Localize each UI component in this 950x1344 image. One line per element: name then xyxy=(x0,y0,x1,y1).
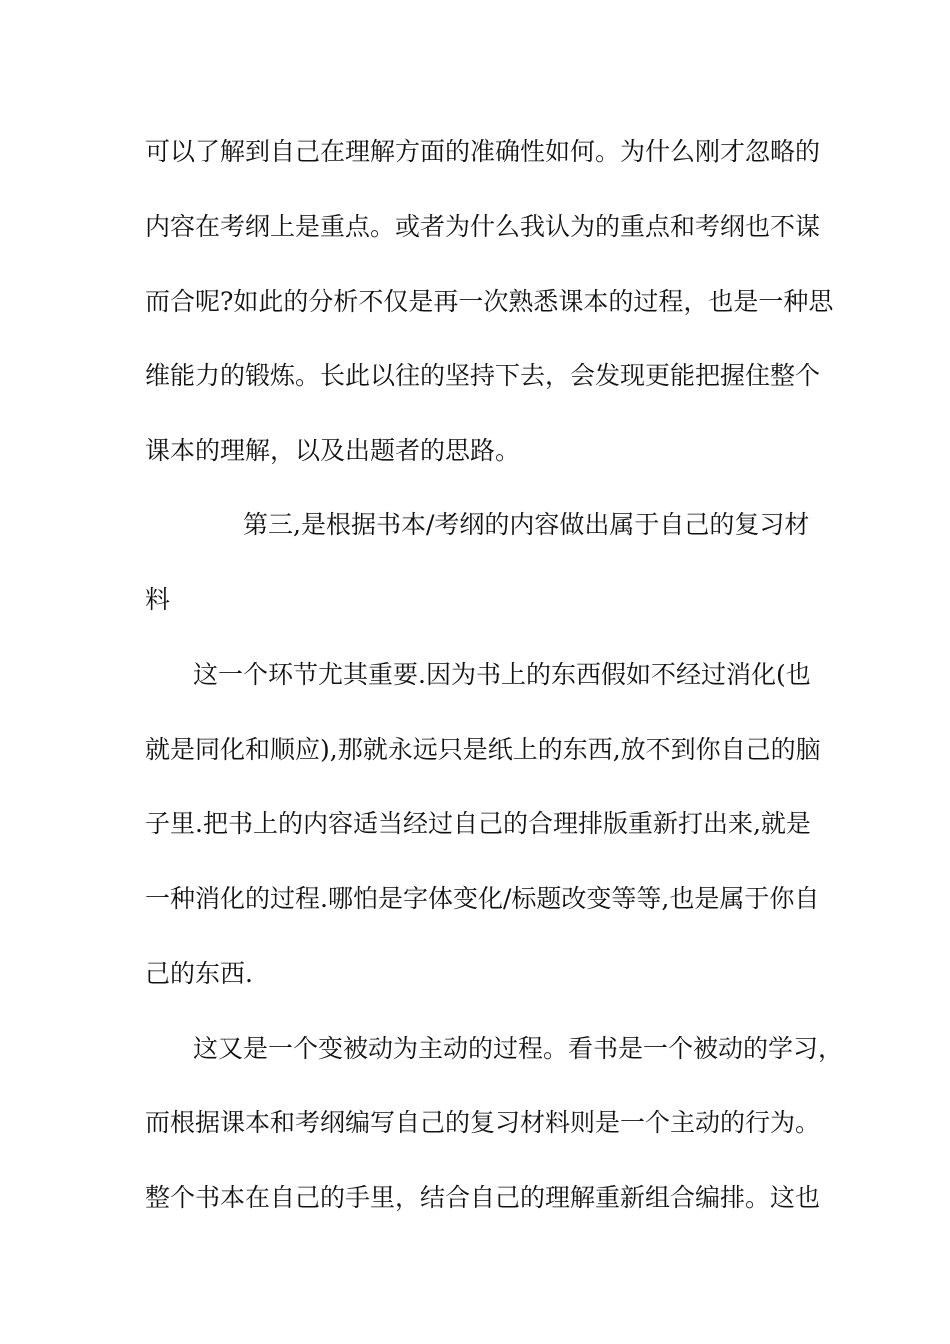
text-line: 而合呢?如此的分析不仅是再一次熟悉课本的过程，也是一种思 xyxy=(145,287,834,316)
text-line: 一种消化的过程.哪怕是字体变化/标题改变等等,也是属于你自 xyxy=(145,884,820,913)
text-line: 子里.把书上的内容适当经过自己的合理排版重新打出来,就是 xyxy=(145,809,811,838)
text-line: 这一个环节尤其重要.因为书上的东西假如不经过消化(也 xyxy=(193,660,811,689)
section-heading: 第三,是根据书本/考纲的内容做出属于自己的复习材 xyxy=(243,510,810,539)
text-line: 课本的理解，以及出题者的思路。 xyxy=(145,436,521,465)
text-line: 己的东西. xyxy=(145,959,253,988)
text-line: 可以了解到自己在理解方面的准确性如何。为什么刚才忽略的 xyxy=(145,137,821,166)
text-line: 这又是一个变被动为主动的过程。看书是一个被动的学习， xyxy=(193,1034,844,1063)
text-line: 而根据课本和考纲编写自己的复习材料则是一个主动的行为。 xyxy=(145,1108,821,1137)
section-heading-continuation: 料 xyxy=(145,585,171,614)
text-line: 维能力的锻炼。长此以往的坚持下去，会发现更能把握住整个 xyxy=(145,361,821,390)
text-line: 就是同化和顺应),那就永远只是纸上的东西,放不到你自己的脑 xyxy=(145,735,821,764)
text-line: 内容在考纲上是重点。或者为什么我认为的重点和考纲也不谋 xyxy=(145,212,821,241)
text-line: 整个书本在自己的手里，结合自己的理解重新组合编排。这也 xyxy=(145,1183,821,1212)
